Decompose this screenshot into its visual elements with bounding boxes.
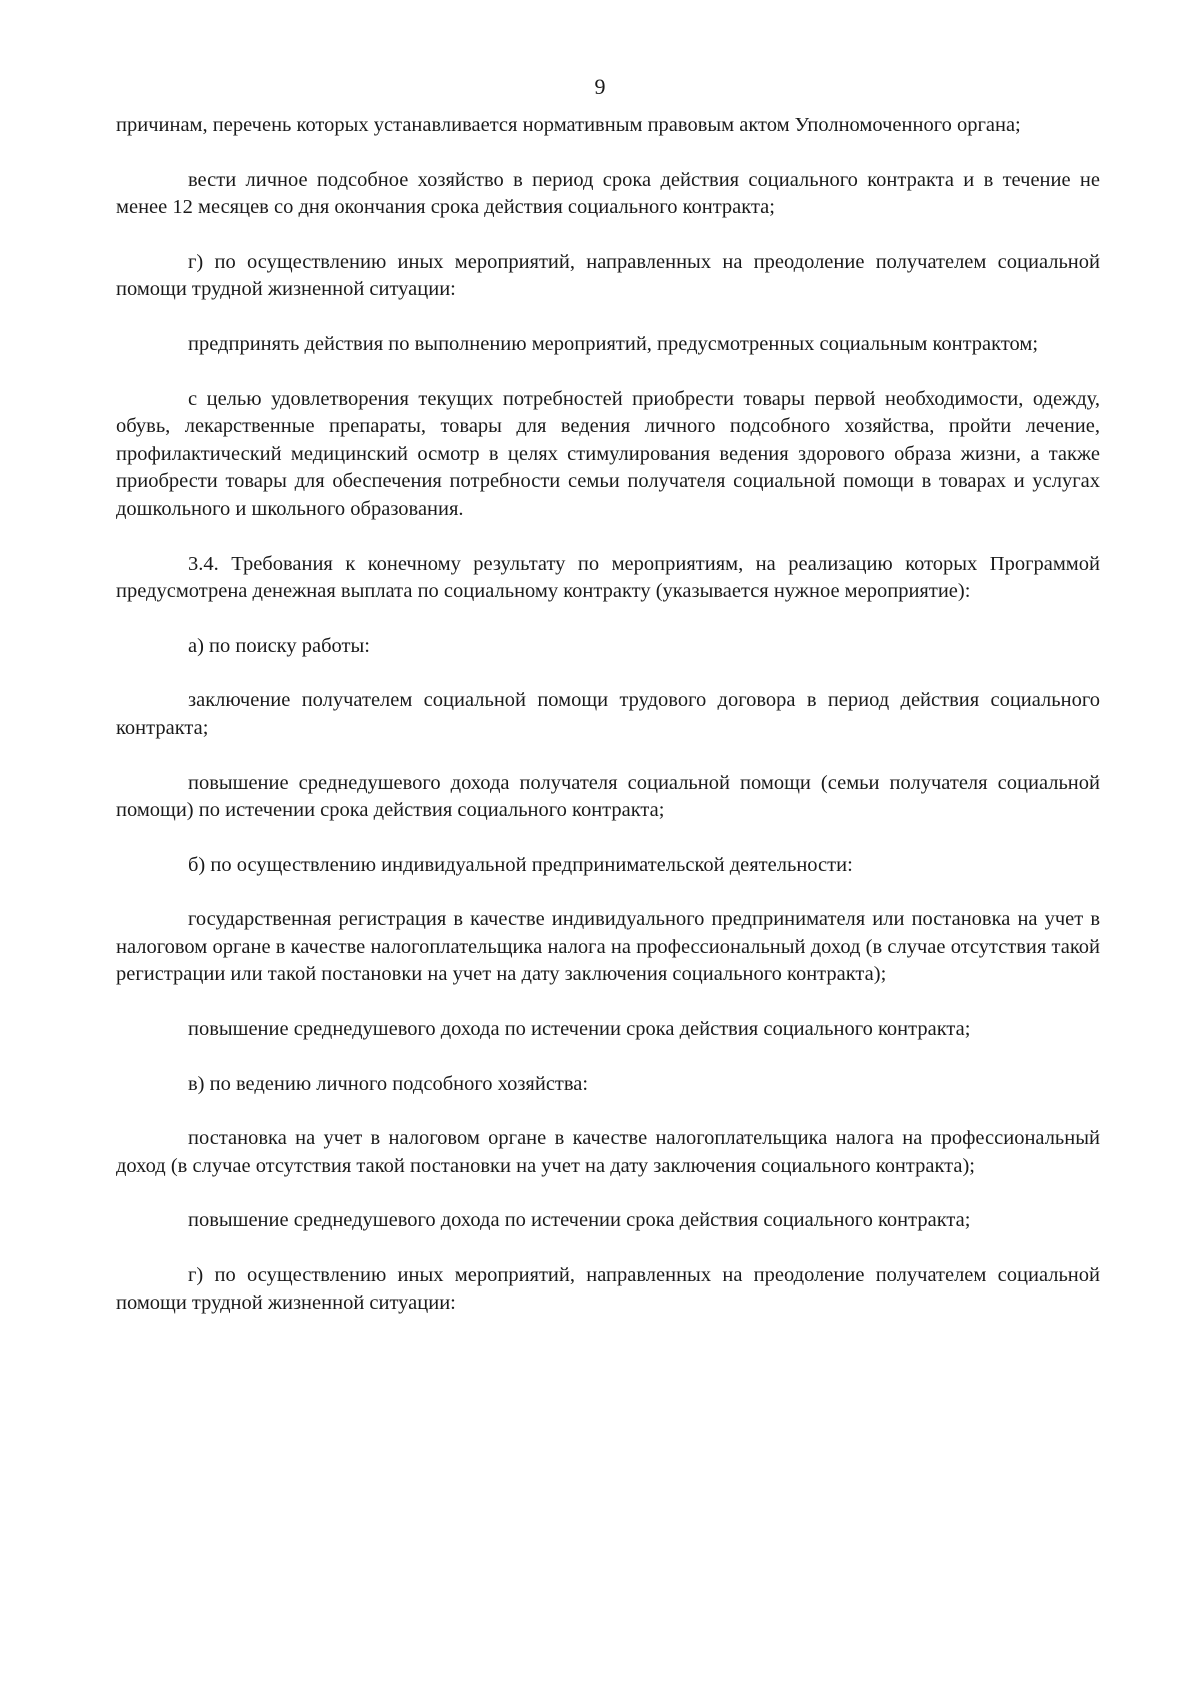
page-number: 9 [594,74,606,99]
paragraph: причинам, перечень которых устанавливается нормативным правовым актом Уполномоченного органа; [116,114,1021,136]
paragraph: г) по осуществлению иных мероприятий, направленных на преодоление получателем социальной помощи трудной жизненной ситуации: [116,1264,1100,1314]
paragraph: повышение среднедушевого дохода по истечении срока действия социального контракта; [188,1209,971,1232]
paragraph: вести личное подсобное хозяйство в период срока действия социального контракта и в течение не менее 12 месяцев со дня окончания срока действия социального контракта; [116,168,1100,219]
paragraph: а) по поиску работы: [188,634,370,657]
paragraph: предпринять действия по выполнению мероприятий, предусмотренных социальным контрактом; [188,332,1039,355]
paragraph: г) по осуществлению иных мероприятий, направленных на преодоление получателем социальной помощи трудной жизненной ситуации: [116,250,1100,301]
paragraph: повышение среднедушевого дохода по истечении срока действия социального контракта; [188,1018,971,1041]
paragraph: заключение получателем социальной помощи трудового договора в период действия социального контракта; [116,689,1100,739]
paragraph: постановка на учет в налоговом органе в качестве налогоплательщика налога на профессиональный доход (в случае отсутствия такой постановки на учет на дату заключения социального контракта); [116,1127,1100,1177]
section-heading: 3.4. Требования к конечному результату по мероприятиям, на реализацию которых Программой предусмотрена денежная выплата по социальному контракту (указывается нужное мероприятие): [116,552,1100,603]
paragraph: с целью удовлетворения текущих потребностей приобрести товары первой необходимости, одежду, обувь, лекарственные препараты, товары для ведения личного подсобного хозяйства, пройти лечение, профилактический медицинский осмотр в целях стимулирования ведения здорового образа жизни, а также приобрести товары для обеспечения потребности семьи получателя социальной помощи в товарах и услугах дошкольного и школьного образования. [116,387,1100,520]
paragraph: повышение среднедушевого дохода получателя социальной помощи (семьи получателя социальной помощи) по истечении срока действия социального контракта; [116,771,1100,822]
paragraph: в) по ведению личного подсобного хозяйства: [188,1072,589,1095]
paragraph: государственная регистрация в качестве индивидуального предпринимателя или постановка на учет в налоговом органе в качестве налогоплательщика налога на профессиональный доход (в случае отсутствия такой регистрации или такой постановки на учет на дату заключения социального контракта); [116,908,1100,986]
document-body [116,112,1100,1344]
paragraph: б) по осуществлению индивидуальной предпринимательской деятельности: [188,853,853,876]
